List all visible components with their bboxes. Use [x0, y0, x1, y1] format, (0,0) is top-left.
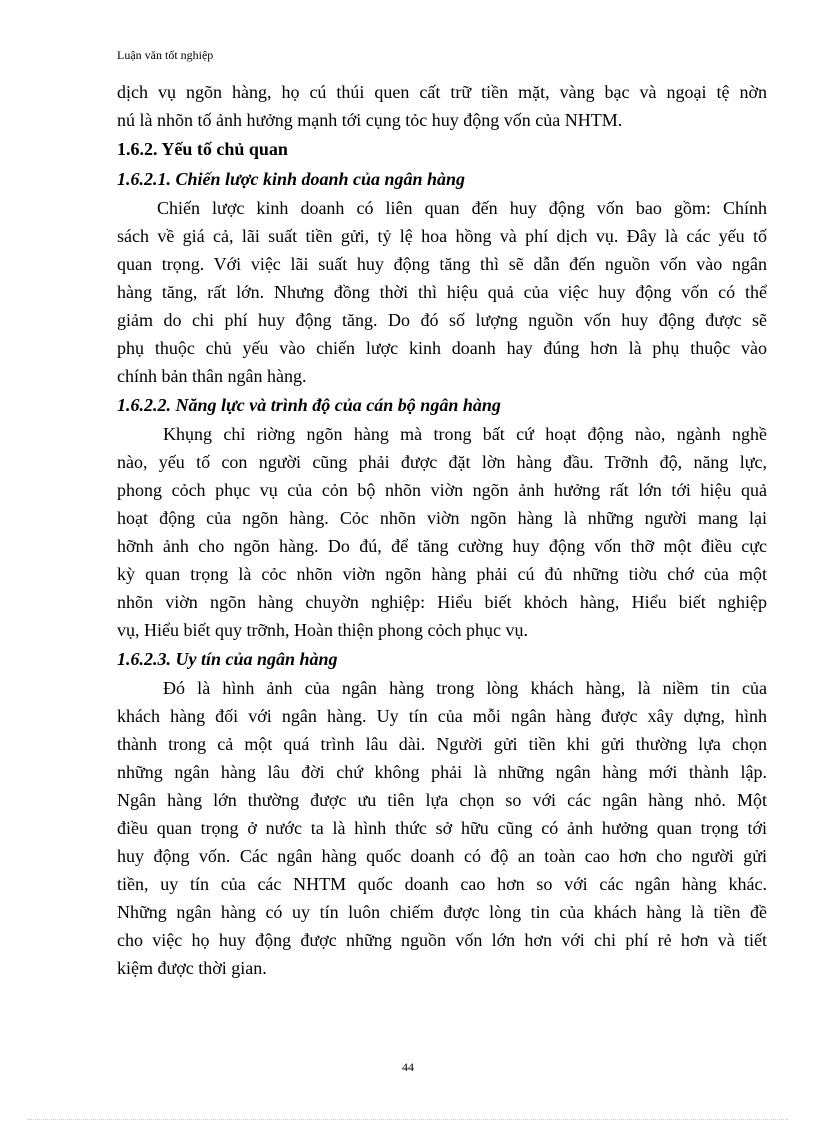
subsection-heading-1-6-2-2: 1.6.2.2. Năng lực và trình độ của cán bộ ngân hàng — [117, 395, 501, 415]
body-line: quan trọng. Với việc lãi suất huy động tăng thì sẽ dẫn đến nguồn vốn vào ngân — [117, 254, 767, 274]
body-line: nú là nhõn tố ảnh hưởng mạnh tới cụng tỏc huy động vốn của NHTM. — [117, 110, 623, 130]
body-line: Đó là hình ảnh của ngân hàng trong lòng khách hàng, là niềm tin của — [163, 678, 767, 698]
body-line: Ngân hàng lớn thường được ưu tiên lựa chọn so với các ngân hàng nhỏ. Một — [117, 790, 767, 810]
body-line: Những ngân hàng có uy tín luôn chiếm được lòng tin của khách hàng là tiền đề — [117, 902, 767, 922]
subsection-heading-1-6-2-1: 1.6.2.1. Chiến lược kinh doanh của ngân hàng — [117, 169, 466, 189]
body-line: Chiến lược kinh doanh có liên quan đến huy động vốn bao gồm: Chính — [157, 198, 767, 218]
body-line: khách hàng đối với ngân hàng. Uy tín của mỗi ngân hàng được xây dựng, hình — [117, 706, 767, 726]
body-line: nào, yếu tố con người cũng phải được đặt lờn hàng đầu. Trỡnh độ, năng lực, — [117, 452, 767, 472]
body-line: phụ thuộc chủ yếu vào chiến lược kinh doanh hay đúng hơn là phụ thuộc vào — [117, 338, 767, 358]
body-line: huy động vốn. Các ngân hàng quốc doanh có độ an toàn cao hơn cho người gửi — [117, 846, 767, 866]
body-line: thành trong cả một quá trình lâu dài. Người gửi tiền khi gửi thường lựa chọn — [117, 734, 767, 754]
running-header: Luận văn tốt nghiệp — [117, 48, 214, 62]
body-line: tiền, uy tín của các NHTM quốc doanh cao hơn so với các ngân hàng khác. — [117, 874, 767, 894]
body-line: Khụng chỉ riờng ngõn hàng mà trong bất cứ hoạt động nào, ngành nghề — [163, 424, 767, 444]
body-line: cho việc họ huy động được những nguồn vốn lớn hơn với chi phí rẻ hơn và tiết — [117, 930, 767, 950]
body-line: dịch vụ ngõn hàng, họ cú thúi quen cất trữ tiền mặt, vàng bạc và ngoại tệ nờn — [117, 82, 767, 102]
body-line: vụ, Hiểu biết quy trỡnh, Hoàn thiện phong cỏch phục vụ. — [117, 620, 528, 640]
body-line: nhõn viờn ngõn hàng chuyờn nghiệp: Hiểu biết khỏch hàng, Hiểu biết nghiệp — [117, 592, 767, 612]
body-line: sách về giá cả, lãi suất tiền gửi, tỷ lệ hoa hồng và phí dịch vụ. Đây là các yếu tố — [117, 226, 767, 246]
body-line: hoạt động của ngõn hàng. Cỏc nhõn viờn ngõn hàng là những người mang lại — [117, 508, 767, 528]
body-line: hỡnh ảnh cho ngõn hàng. Do đú, để tăng cường huy động vốn thỡ một điều cực — [117, 536, 767, 556]
page-number: 44 — [402, 1060, 414, 1074]
page-body — [117, 78, 767, 982]
body-line: giảm do chi phí huy động tăng. Do đó số lượng nguồn vốn huy động được sẽ — [117, 310, 767, 330]
body-line: phong cỏch phục vụ của cỏn bộ nhõn viờn ngõn ảnh hưởng rất lớn tới hiệu quả — [117, 480, 767, 500]
body-line: kỳ quan trọng là cỏc nhõn viờn ngõn hàng phải cú đủ những tiờu chớ của một — [117, 564, 767, 584]
body-line: hàng tăng, rất lớn. Nhưng đồng thời thì hiệu quả của việc huy động vốn có thể — [117, 282, 767, 302]
section-heading-1-6-2: 1.6.2. Yếu tố chủ quan — [117, 139, 288, 159]
body-line: những ngân hàng lâu đời chứ không phải là những ngân hàng mới thành lập. — [117, 762, 767, 782]
body-line: điều quan trọng ở nước ta là hình thức sở hữu cũng có ảnh hưởng quan trọng tới — [117, 818, 767, 838]
body-line: kiệm được thời gian. — [117, 958, 267, 978]
subsection-heading-1-6-2-3: 1.6.2.3. Uy tín của ngân hàng — [117, 649, 338, 669]
body-line: chính bản thân ngân hàng. — [117, 366, 307, 386]
page-bottom-divider — [28, 1119, 788, 1120]
